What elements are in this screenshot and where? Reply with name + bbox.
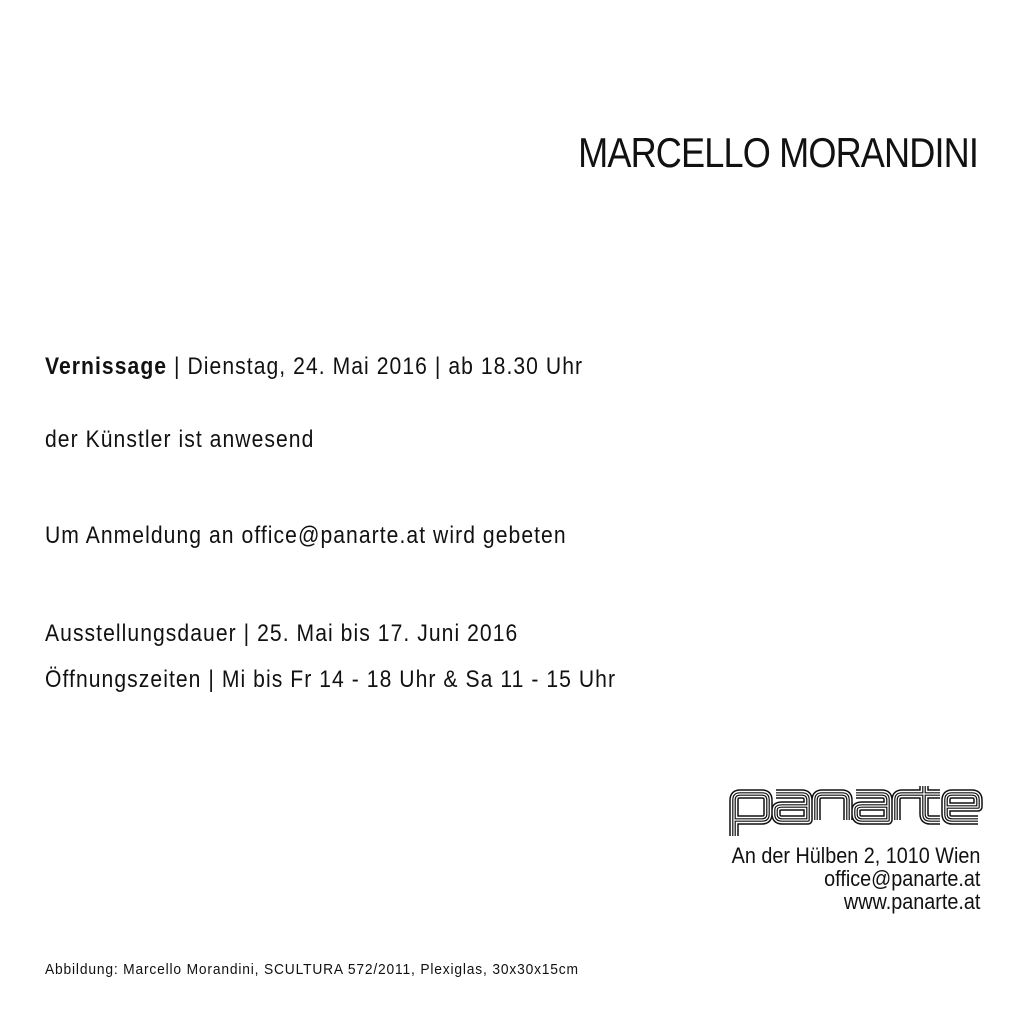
gallery-contact	[731, 844, 980, 913]
panarte-logo	[728, 784, 984, 840]
gallery-website[interactable]: www.panarte.at	[843, 889, 980, 914]
registration-note: Um Anmeldung an office@panarte.at wird gebeten	[45, 522, 567, 549]
exhibition-duration: Ausstellungsdauer | 25. Mai bis 17. Juni 2016	[45, 620, 519, 647]
artist-name: MARCELLO MORANDINI	[578, 129, 978, 176]
gallery-email[interactable]: office@panarte.at	[823, 866, 980, 891]
image-caption: Abbildung: Marcello Morandini, SCULTURA 572/2011, Plexiglas, 30x30x15cm	[45, 961, 579, 978]
vernissage-label: Vernissage	[45, 353, 168, 380]
vernissage-line	[45, 352, 583, 382]
artist-present-note: der Künstler ist anwesend	[45, 426, 315, 453]
opening-hours: Öffnungszeiten | Mi bis Fr 14 - 18 Uhr & Sa 11 - 15 Uhr	[45, 666, 617, 693]
gallery-address: An der Hülben 2, 1010 Wien	[731, 843, 980, 868]
vernissage-details: | Dienstag, 24. Mai 2016 | ab 18.30 Uhr	[167, 353, 584, 380]
